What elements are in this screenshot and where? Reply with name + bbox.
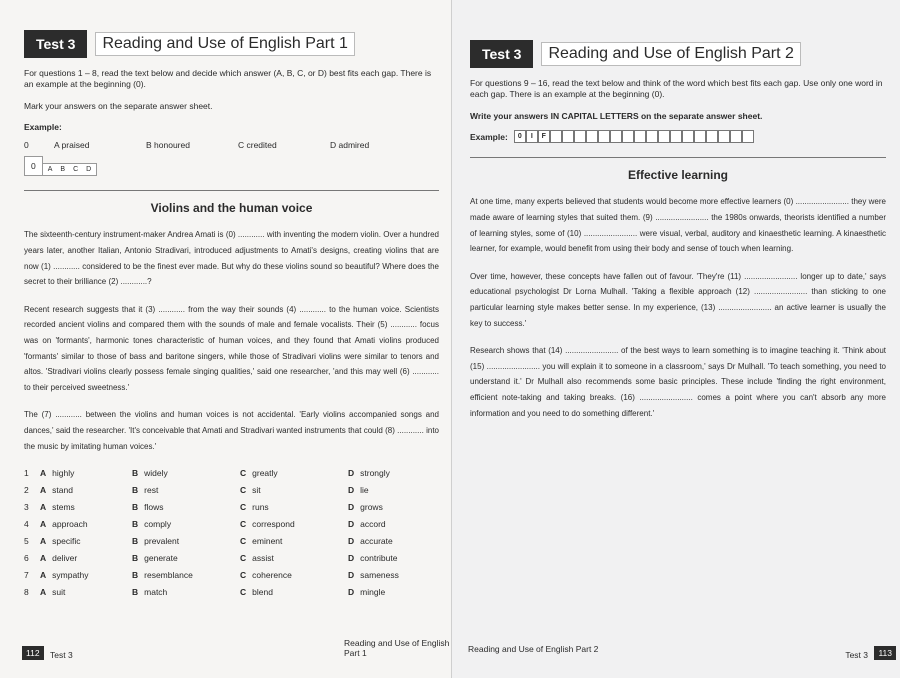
question-number: 6 [24, 553, 29, 564]
article-paragraph: The sixteenth-century instrument-maker Andrea Amati is (0) ............ with inventing the modern violin. Over a hundred years later, another Italian, Antonio Stradivari, introduced adjustments to Amati's designs, creating violins that are now (1) ............ considered to be the finest ever made. But why do these violins sound so beautiful? Where does the secret to their brilliance (2) ............? [24, 230, 439, 287]
option-c: C greatly [240, 468, 278, 479]
option-c: C sit [240, 485, 261, 496]
answer-box [730, 130, 742, 143]
test-tag: Test 3 [24, 30, 87, 58]
example-options [24, 140, 439, 150]
grid-letter: A [47, 166, 53, 174]
article-paragraph: Research shows that (14) ........................ of the best ways to learn something is to imagine teaching it. 'Think about (15) ........................ you will explain it to someone in a classroom,' says Dr Mulhall. 'To teach something, you need to understand it.' Dr Mulhall also recommends some basic principles. These include 'finding the right environment, efficient note-taking and taking breaks. (16) ........................ comes a point where you can't absorb any more information and you need to do something different.' [470, 346, 886, 418]
option-a: A highly [40, 468, 75, 479]
article-paragraph: The (7) ............ between the violins and human voices is not accidental. 'Early violins accompanied songs and dances,' said the researcher. 'It's conceivable that Amati and Stradivari wanted instruments that could (8) ............ into the music by imitating human voices.' [24, 410, 439, 451]
example-line [470, 130, 886, 143]
option-row [24, 536, 439, 546]
part-title: Reading and Use of English Part 2 [541, 42, 800, 66]
option-d: D sameness [348, 570, 399, 581]
article-paragraph: At one time, many experts believed that students would become more effective learners (0) ........................ they were made aware of learning styles that suited them. (9) ........................ the 1980s onwards, theorists identified a number of learning styles, some of (10) ........................ were visual, verbal, auditory and kinaesthetic learning. A kinaesthetic learner, for example, would benefit from using their body and sense of touch when learning. [470, 197, 886, 254]
question-number: 4 [24, 519, 29, 530]
article-paragraph: Over time, however, these concepts have fallen out of favour. 'They're (11) ........................ longer up to date,' says educational psychologist Dr Lorna Mulhall. 'Taking a flexible approach (12) ........................ than sticking to one particular learning style makes better sense. In my experience, (13) ........................ an active learner is usually the key to success.' [470, 271, 886, 328]
answer-box [706, 130, 718, 143]
example-c: C credited [238, 140, 277, 151]
option-c: C correspond [240, 519, 295, 530]
answer-box [598, 130, 610, 143]
right-page [452, 0, 900, 678]
example-b: B honoured [146, 140, 190, 151]
option-c: C eminent [240, 536, 283, 547]
footer-part: Reading and Use of English Part 2 [468, 644, 599, 654]
option-c: C runs [240, 502, 269, 513]
answer-box [634, 130, 646, 143]
answer-box: I [526, 130, 538, 143]
mark-answers-note: Mark your answers on the separate answer sheet. [24, 100, 213, 111]
grid-letter: D [86, 166, 92, 174]
option-a: A approach [40, 519, 88, 530]
answer-box [574, 130, 586, 143]
answer-box: 0 [514, 130, 526, 143]
option-c: C blend [240, 587, 273, 598]
option-a: A suit [40, 587, 66, 598]
question-number: 8 [24, 587, 29, 598]
article-title: Effective learning [627, 168, 729, 183]
option-b: B rest [132, 485, 159, 496]
answer-box [586, 130, 598, 143]
example-label: Example: [470, 131, 508, 142]
answer-box [670, 130, 682, 143]
left-header [24, 30, 439, 58]
option-c: C assist [240, 553, 274, 564]
option-b: B flows [132, 502, 164, 513]
option-b: B widely [132, 468, 168, 479]
option-a: A deliver [40, 553, 78, 564]
divider [470, 157, 886, 158]
option-a: A stand [40, 485, 73, 496]
example-a: A praised [54, 140, 90, 151]
option-b: B prevalent [132, 536, 180, 547]
part-title: Reading and Use of English Part 1 [95, 32, 354, 56]
test-tag: Test 3 [470, 40, 533, 68]
footer-test: Test 3 [845, 650, 868, 660]
grid-letter: C [73, 166, 79, 174]
option-d: D grows [348, 502, 383, 513]
option-row [24, 485, 439, 495]
example-grid-letters [43, 163, 97, 176]
example-boxes [514, 130, 754, 143]
option-b: B match [132, 587, 168, 598]
option-d: D lie [348, 485, 369, 496]
option-row [24, 570, 439, 580]
example-answer-grid [24, 156, 439, 176]
option-d: D contribute [348, 553, 398, 564]
right-header [470, 40, 886, 68]
answer-box [646, 130, 658, 143]
answer-box [658, 130, 670, 143]
divider [24, 190, 439, 191]
option-b: B resemblance [132, 570, 193, 581]
footer-test: Test 3 [50, 650, 73, 660]
write-answers-note: Write your answers IN CAPITAL LETTERS on the separate answer sheet. [470, 110, 763, 121]
footer-part: Reading and Use of English Part 1 [344, 638, 450, 658]
question-number: 3 [24, 502, 29, 513]
answer-box [550, 130, 562, 143]
option-row [24, 587, 439, 597]
instructions: For questions 1 – 8, read the text below and decide which answer (A, B, C, or D) best fits each gap. There is an example at the beginning (0). [24, 68, 432, 90]
answer-options [24, 468, 439, 597]
page-number: 112 [22, 646, 44, 660]
question-number: 7 [24, 570, 29, 581]
answer-box [682, 130, 694, 143]
option-d: D accord [348, 519, 386, 530]
answer-box [718, 130, 730, 143]
answer-box [562, 130, 574, 143]
page-number: 113 [874, 646, 896, 660]
option-a: A stems [40, 502, 75, 513]
option-row [24, 553, 439, 563]
answer-box [610, 130, 622, 143]
article-paragraph: Recent research suggests that it (3) ............ from the way their sounds (4) ............ to the human voice. Scientists recorded ancient violins and compared them with the sounds of male and female vocalists. Their (5) ............ focus was on 'formants', harmonic tones characteristic of human voices, and they found that Amati violins produced 'formants' similar to those of bass and baritone singers, while those of Stradivari violins were similar to tenors and altos. 'Stradivari violins clearly possess female singing qualities,' said one researcher, 'and this may well (6) ............ to their perceived sweetness.' [24, 304, 439, 392]
example-d: D admired [330, 140, 370, 151]
option-b: B generate [132, 553, 178, 564]
answer-box: F [538, 130, 550, 143]
question-number: 2 [24, 485, 29, 496]
question-number: 1 [24, 468, 29, 479]
grid-letter: B [60, 166, 66, 174]
option-a: A sympathy [40, 570, 89, 581]
example-grid-num: 0 [24, 156, 43, 176]
option-row [24, 468, 439, 478]
instructions: For questions 9 – 16, read the text below and think of the word which best fits each gap. Use only one word in each gap. There is an example at the beginning (0). [470, 78, 883, 100]
answer-box [742, 130, 754, 143]
answer-box [694, 130, 706, 143]
option-c: C coherence [240, 570, 292, 581]
option-row [24, 519, 439, 529]
option-row [24, 502, 439, 512]
question-number: 5 [24, 536, 29, 547]
option-d: D accurate [348, 536, 393, 547]
article-title: Violins and the human voice [150, 201, 313, 216]
example-label: Example: [24, 122, 62, 133]
option-d: D mingle [348, 587, 386, 598]
option-d: D strongly [348, 468, 390, 479]
answer-box [622, 130, 634, 143]
example-num: 0 [24, 140, 29, 151]
option-a: A specific [40, 536, 81, 547]
option-b: B comply [132, 519, 172, 530]
